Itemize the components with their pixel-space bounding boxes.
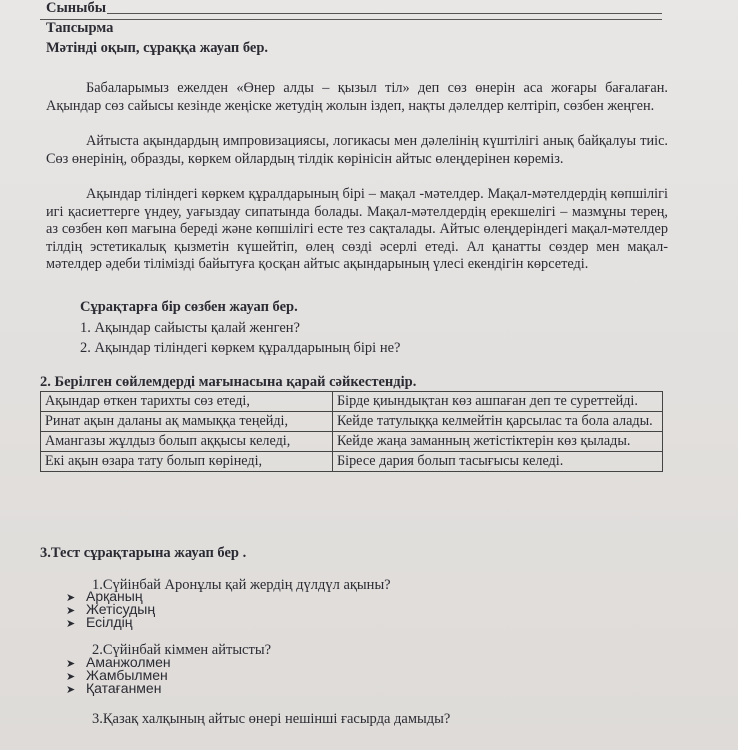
question-item: 2. Ақындар тіліндегі көркем құралдарының бірі не? [80, 340, 401, 356]
test-question-3: 3.Қазақ халқының айтыс өнері нешінші ғасырда дамыды? [92, 711, 451, 727]
questions-heading: Сұрақтарға бір сөзбен жауап бер. [80, 299, 298, 315]
paragraph-2: Айтыста ақындардың импровизациясы, логикасы мен дәлелінің күштілігі анық байқалуы тиіс. Сөз өнерінің, образды, көркем ойлардың тілдік көрінісін айтыс өлеңдерінен көреміз. [46, 133, 668, 167]
table-row [41, 392, 663, 412]
arrow-icon: ➤ [66, 592, 76, 604]
arrow-icon: ➤ [66, 605, 76, 617]
arrow-icon: ➤ [66, 658, 76, 670]
table-cell-left: Ақындар өткен тарихты сөз етеді, [41, 392, 333, 412]
table-cell-left: Амангазы жұлдыз болып аққысы келеді, [41, 432, 333, 452]
arrow-icon: ➤ [66, 618, 76, 630]
instruction: Мәтінді оқып, сұраққа жауап бер. [46, 40, 269, 56]
test-question-1: 1.Сүйінбай Аронұлы қай жердің дүлдүл ақыны? [92, 577, 391, 593]
table-cell-left: Ринат ақын даланы ақ мамыққа теңейді, [41, 412, 333, 432]
option-1c: ➤ Есілдің [66, 614, 133, 630]
option-2a: ➤ Аманжолмен [66, 654, 171, 670]
table-cell-right: Кейде татулыққа келмейтін қарсылас та бола алады. [333, 412, 663, 432]
table-row [41, 412, 663, 432]
test-heading: 3.Тест сұрақтарына жауап бер . [40, 545, 247, 561]
option-2b: ➤ Жамбылмен [66, 667, 168, 683]
table-row [41, 452, 663, 472]
arrow-icon: ➤ [66, 684, 76, 696]
task-rule [40, 19, 662, 20]
table-cell-right: Бірде қиындықтан көз ашпаған деп те суреттейді. [333, 392, 663, 412]
matching-table [40, 391, 663, 472]
task-label: Тапсырма [46, 20, 114, 36]
table-cell-right: Кейде жаңа заманның жетістіктерін көз қылады. [333, 432, 663, 452]
paragraph-3: Ақындар тіліндегі көркем құралдарының бірі – мақал -мәтелдер. Мақал-мәтелдердің көпшілігі игі қасиеттерге үндеу, уағыздау сипатында болады. Мақал-мәтелдердің ерекшелігі – мазмұны терең, аз сөзбен көп мағына береді және көпшілігі есте тез сақталады. Айтыс өлеңдеріндегі мақал-мәтелдер тілдің эстетикалық қызметін күшейтіп, өлең сөзді әсерлі етеді. Ал қанатты сөздер мен мақал-мәтелдер әдеби тілімізді байытуға қосқан айтыс ақындарының үлесі екендігін көрсетеді. [46, 186, 668, 273]
arrow-icon: ➤ [66, 671, 76, 683]
question-item: 1. Ақындар сайысты қалай женген? [80, 320, 300, 336]
class-underline [107, 13, 662, 14]
class-label: Сыныбы [46, 0, 107, 16]
table-row [41, 432, 663, 452]
matching-heading: 2. Берілген сөйлемдерді мағынасына қарай сәйкестендір. [40, 374, 417, 390]
option-1a: ➤ Арқаның [66, 588, 143, 604]
table-cell-left: Екі ақын өзара тату болып көрінеді, [41, 452, 333, 472]
option-2c: ➤ Қатағанмен [66, 680, 162, 696]
test-question-2: 2.Сүйінбай кіммен айтысты? [92, 642, 272, 658]
paragraph-1: Бабаларымыз ежелден «Өнер алды – қызыл тіл» деп сөз өнерін аса жоғары бағалаған. Ақындар сөз сайысы кезінде жеңіске жетудің жолын іздеп, нақты дәлелдер келтіріп, сөзбен жеңген. [46, 80, 668, 114]
question-list [80, 318, 400, 358]
option-1b: ➤ Жетісудың [66, 601, 156, 617]
table-cell-right: Біресе дария болып тасығысы келеді. [333, 452, 663, 472]
